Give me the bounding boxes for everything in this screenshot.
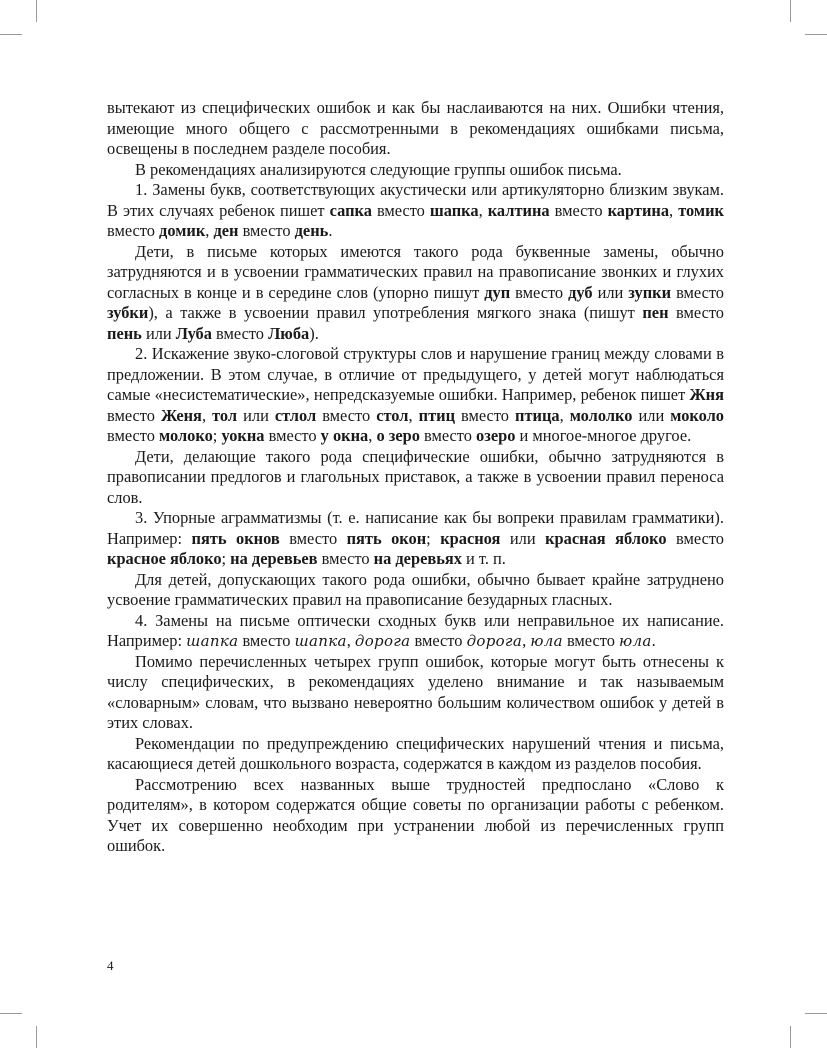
paragraph bbox=[107, 652, 724, 734]
bold-example-word: молоко bbox=[159, 426, 213, 445]
text-run: вместо bbox=[279, 528, 347, 548]
handwritten-example-word: юла bbox=[619, 632, 652, 650]
text-run: или bbox=[500, 528, 546, 548]
text-run: 3. Упорные аграмматизмы (т. е. написание как бы вопреки правилам грамматики). Например: bbox=[107, 508, 724, 548]
handwritten-example-word: юла bbox=[530, 632, 563, 650]
bold-example-word: красное яблоко bbox=[107, 549, 222, 568]
bold-example-word: моколо bbox=[670, 405, 725, 425]
text-run: или bbox=[237, 405, 275, 425]
text-run: Для детей, допускающих такого рода ошибки, обычно бывает крайне затруднено усвоение грамматических правил на правописание безударных гласных. bbox=[107, 569, 724, 609]
text-run: ; bbox=[212, 426, 222, 445]
text-run: , bbox=[346, 631, 355, 650]
paragraph bbox=[107, 160, 724, 181]
paragraph bbox=[107, 775, 724, 857]
bold-example-word: о зеро bbox=[376, 426, 420, 445]
bold-example-word: мололко bbox=[569, 405, 633, 425]
text-run: 1. Замены букв, соответствующих акустически или артикуляторно близким звукам. В этих случаях ребенок пишет bbox=[107, 180, 724, 220]
page-body-text bbox=[107, 98, 724, 857]
paragraph bbox=[107, 734, 724, 775]
text-run: ), а также в усвоении правил употребления мягкого знака (пишут bbox=[148, 303, 643, 322]
text-run: вместо bbox=[316, 405, 377, 425]
text-run: вместо bbox=[317, 549, 374, 568]
text-run: вытекают из специфических ошибок и как бы наслаиваются на них. Ошибки чтения, имеющие много общего с рассмотренными в рекомендациях ошибками письма, освещены в последнем разделе пособия. bbox=[107, 98, 724, 158]
handwritten-example-word: дорога bbox=[466, 632, 523, 650]
text-run: или bbox=[632, 405, 671, 425]
text-run: вместо bbox=[238, 221, 295, 240]
bold-example-word: тол bbox=[212, 405, 238, 425]
text-run: вместо bbox=[668, 303, 724, 322]
bold-example-word: зубки bbox=[107, 303, 149, 322]
text-run: Рекомендации по предупреждению специфических нарушений чтения и письма, касающиеся детей дошкольного возраста, содержатся в каждом из разделов пособия. bbox=[107, 733, 724, 773]
bold-example-word: картина bbox=[607, 200, 670, 220]
bold-example-word: на деревьях bbox=[373, 549, 462, 568]
bold-example-word: томик bbox=[678, 200, 724, 220]
bold-example-word: Жня bbox=[689, 385, 724, 404]
crop-mark-bottom-right bbox=[790, 1026, 791, 1048]
bold-example-word: красноя bbox=[440, 528, 501, 548]
bold-example-word: ден bbox=[213, 221, 239, 240]
text-run: вместо bbox=[510, 282, 569, 302]
bold-example-word: пять окнов bbox=[191, 528, 280, 548]
text-run: вместо bbox=[419, 426, 477, 445]
handwritten-example-word: шапка bbox=[294, 632, 347, 650]
paragraph bbox=[107, 447, 724, 509]
bold-example-word: пень bbox=[107, 323, 142, 343]
text-run: , bbox=[522, 631, 531, 650]
text-run: , bbox=[205, 221, 214, 240]
bold-example-word: шапка bbox=[429, 200, 479, 220]
text-run: В рекомендациях анализируются следующие группы ошибок письма. bbox=[135, 159, 622, 179]
text-run: вместо bbox=[264, 426, 321, 445]
text-run: вместо bbox=[549, 200, 608, 220]
text-run: 2. Искажение звуко-слоговой структуры слов и нарушение границ между словами в предложении. В этом случае, в отличие от предыдущего, у детей могут наблюдаться самые «несистематические», непредсказуемые ошибки. Например, ребенок пишет bbox=[107, 344, 724, 404]
crop-mark-top-right bbox=[790, 0, 791, 22]
bold-example-word: стлол bbox=[274, 405, 317, 425]
paragraph bbox=[107, 242, 724, 345]
text-run: , bbox=[559, 405, 570, 425]
text-run: вместо bbox=[371, 200, 430, 220]
handwritten-example-word: шапка bbox=[186, 632, 239, 650]
text-run: вместо bbox=[211, 323, 269, 343]
text-run: 4. Замены на письме оптически сходных букв или неправильное их написание. Например: bbox=[107, 610, 724, 650]
text-run: и многое-многое другое. bbox=[515, 426, 692, 445]
crop-mark-bottom-right-h bbox=[805, 1013, 827, 1014]
bold-example-word: зупки bbox=[628, 282, 672, 302]
bold-example-word: уокна bbox=[221, 426, 265, 445]
text-run: вместо bbox=[107, 405, 161, 425]
paragraph bbox=[107, 344, 724, 447]
text-run: или bbox=[141, 323, 176, 343]
bold-example-word: красная яблоко bbox=[545, 528, 667, 548]
text-run: вместо bbox=[671, 282, 725, 302]
text-run: Дети, в письме которых имеются такого рода буквенные замены, обычно затрудняются и в усвоении грамматических правил на правописание звонких и глухих согласных в конце и в середине слов (упорно пишут bbox=[107, 241, 724, 302]
paragraph bbox=[107, 508, 724, 570]
text-run: вместо bbox=[238, 631, 295, 650]
bold-example-word: Люба bbox=[268, 323, 310, 343]
handwritten-example-word: дорога bbox=[354, 632, 411, 650]
crop-mark-top-right-h bbox=[805, 34, 827, 35]
bold-example-word: пять окон bbox=[346, 528, 427, 548]
text-run: и т. п. bbox=[461, 549, 506, 568]
text-run: , bbox=[408, 405, 419, 425]
text-run: вместо bbox=[562, 631, 620, 650]
paragraph bbox=[107, 98, 724, 160]
text-run: или bbox=[592, 282, 629, 302]
text-run: Рассмотрению всех названных выше трудностей предпослано «Слово к родителям», в котором содержатся общие советы по организации работы с ребенком. Учет их совершенно необходим при устранении любой из перечисленных групп ошибок. bbox=[107, 774, 724, 855]
bold-example-word: у окна bbox=[320, 426, 369, 445]
bold-example-word: птица bbox=[515, 405, 560, 425]
text-run: вместо bbox=[410, 631, 467, 650]
bold-example-word: дуп bbox=[484, 282, 511, 302]
bold-example-word: домик bbox=[159, 221, 206, 240]
crop-mark-top-left-h bbox=[0, 34, 22, 35]
bold-example-word: птиц bbox=[418, 405, 456, 425]
text-run: ). bbox=[309, 323, 319, 343]
bold-example-word: стол bbox=[376, 405, 409, 425]
text-run: ; bbox=[426, 528, 441, 548]
bold-example-word: озеро bbox=[476, 426, 516, 445]
bold-example-word: Луба bbox=[175, 323, 212, 343]
text-run: Дети, делающие такого рода специфические ошибки, обычно затрудняются в правописании предлогов и глагольных приставок, а также в усвоении правил переноса слов. bbox=[107, 446, 724, 507]
bold-example-word: на деревьев bbox=[230, 549, 318, 568]
text-run: Помимо перечисленных четырех групп ошибок, которые могут быть отнесены к числу специфических, в рекомендациях уделено внимание и так называемым «словарным» словам, что вызвано невероятно большим количеством ошибок у детей в этих словах. bbox=[107, 651, 724, 732]
paragraph bbox=[107, 180, 724, 242]
bold-example-word: сапка bbox=[329, 200, 372, 220]
page-number: 4 bbox=[107, 958, 114, 973]
text-run: . bbox=[328, 221, 333, 240]
crop-mark-bottom-left-h bbox=[0, 1013, 22, 1014]
bold-example-word: калтина bbox=[487, 200, 550, 220]
crop-mark-top-left bbox=[36, 0, 37, 22]
bold-example-word: дуб bbox=[568, 282, 593, 302]
bold-example-word: день bbox=[294, 221, 329, 240]
text-run: , bbox=[201, 405, 213, 425]
text-run: , bbox=[368, 426, 377, 445]
text-run: вместо bbox=[107, 221, 160, 240]
text-run: . bbox=[651, 631, 656, 650]
text-run: ; bbox=[221, 549, 231, 568]
text-run: вместо bbox=[666, 528, 724, 548]
crop-mark-bottom-left bbox=[36, 1026, 37, 1048]
paragraph bbox=[107, 611, 724, 652]
bold-example-word: пен bbox=[642, 303, 669, 322]
text-run: вместо bbox=[455, 405, 516, 425]
text-run: , bbox=[669, 200, 679, 220]
bold-example-word: Женя bbox=[160, 405, 202, 425]
text-run: вместо bbox=[107, 426, 160, 445]
text-run: , bbox=[478, 200, 488, 220]
paragraph bbox=[107, 570, 724, 611]
